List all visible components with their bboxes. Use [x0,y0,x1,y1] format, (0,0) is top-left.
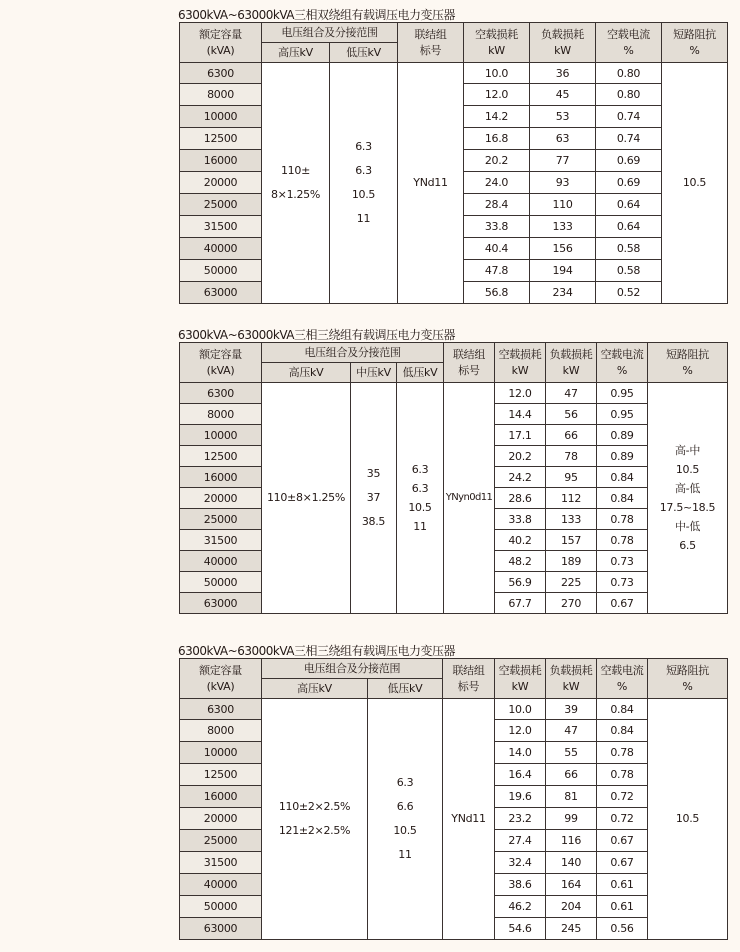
cell-load-loss: 157 [546,530,597,551]
cell-no-load-current: 0.78 [597,742,648,764]
header-connection: 联结组 标号 [444,343,495,383]
cell-lv-merged: 6.3 6.3 10.5 11 [330,63,398,304]
cell-no-load-loss: 10.0 [495,699,546,720]
cell-load-loss: 204 [546,896,597,918]
cell-no-load-current: 0.78 [597,764,648,786]
cell-no-load-current: 0.69 [596,172,662,194]
cell-connection-merged: YNd11 [443,699,495,940]
cell-no-load-loss: 40.2 [495,530,546,551]
cell-no-load-loss: 17.1 [495,425,546,446]
cell-no-load-loss: 16.4 [495,764,546,786]
cell-no-load-loss: 19.6 [495,786,546,808]
header-capacity: 额定容量 (kVA) [180,23,262,63]
cell-no-load-loss: 12.0 [464,84,530,106]
cell-capacity: 50000 [180,260,262,282]
cell-load-loss: 270 [546,593,597,614]
cell-load-loss: 45 [530,84,596,106]
cell-no-load-loss: 40.4 [464,238,530,260]
cell-capacity: 16000 [180,786,262,808]
cell-no-load-current: 0.58 [596,260,662,282]
cell-capacity: 6300 [180,383,262,404]
header-impedance: 短路阻抗 % [648,343,728,383]
cell-capacity: 6300 [180,699,262,720]
cell-no-load-loss: 20.2 [495,446,546,467]
spec-table-2 [179,342,728,614]
cell-no-load-loss: 46.2 [495,896,546,918]
header-no-load-loss: 空载损耗 kW [495,343,546,383]
cell-no-load-loss: 12.0 [495,720,546,742]
cell-capacity: 12500 [180,764,262,786]
cell-no-load-loss: 14.0 [495,742,546,764]
cell-load-loss: 55 [546,742,597,764]
cell-no-load-current: 0.95 [597,404,648,425]
cell-capacity: 12500 [180,128,262,150]
cell-no-load-current: 0.84 [597,699,648,720]
header-voltage-group: 电压组合及分接范围 [262,659,443,679]
cell-connection-merged: YNd11 [398,63,464,304]
cell-load-loss: 93 [530,172,596,194]
cell-no-load-current: 0.89 [597,446,648,467]
cell-no-load-current: 0.80 [596,84,662,106]
cell-capacity: 16000 [180,467,262,488]
header-no-load-loss: 空载损耗 kW [495,659,546,699]
cell-capacity: 6300 [180,63,262,84]
cell-no-load-current: 0.61 [597,874,648,896]
cell-impedance-merged: 10.5 [662,63,728,304]
cell-no-load-loss: 23.2 [495,808,546,830]
table-section-1 [179,8,727,304]
cell-no-load-current: 0.67 [597,830,648,852]
cell-no-load-current: 0.84 [597,720,648,742]
header-capacity: 额定容量 (kVA) [180,343,262,383]
cell-capacity: 16000 [180,150,262,172]
header-load-loss: 负载损耗 kW [546,343,597,383]
cell-load-loss: 164 [546,874,597,896]
cell-no-load-current: 0.67 [597,593,648,614]
cell-no-load-loss: 33.8 [464,216,530,238]
cell-no-load-loss: 16.8 [464,128,530,150]
header-load-loss: 负载损耗 kW [530,23,596,63]
cell-hv-merged: 110± 8×1.25% [262,63,330,304]
cell-capacity: 10000 [180,742,262,764]
cell-no-load-loss: 54.6 [495,918,546,940]
cell-no-load-loss: 12.0 [495,383,546,404]
cell-impedance-merged: 高-中 10.5 高-低 17.5~18.5 中-低 6.5 [648,383,728,614]
header-hv: 高压kV [262,363,351,383]
cell-hv-merged: 110±2×2.5% 121±2×2.5% [262,699,368,940]
cell-no-load-current: 0.89 [597,425,648,446]
cell-mv-merged: 35 37 38.5 [351,383,397,614]
cell-load-loss: 156 [530,238,596,260]
header-load-loss: 负载损耗 kW [546,659,597,699]
cell-capacity: 40000 [180,551,262,572]
header-mv: 中压kV [351,363,397,383]
cell-capacity: 12500 [180,446,262,467]
cell-capacity: 25000 [180,830,262,852]
cell-load-loss: 116 [546,830,597,852]
cell-load-loss: 66 [546,764,597,786]
cell-connection-merged: YNyn0d11 [444,383,495,614]
header-lv: 低压kV [397,363,444,383]
cell-no-load-current: 0.56 [597,918,648,940]
cell-no-load-loss: 28.4 [464,194,530,216]
header-impedance: 短路阻抗 % [662,23,728,63]
cell-no-load-loss: 27.4 [495,830,546,852]
cell-load-loss: 133 [546,509,597,530]
header-lv: 低压kV [368,679,443,699]
header-no-load-current: 空载电流 % [596,23,662,63]
cell-no-load-loss: 24.2 [495,467,546,488]
table-section-3 [179,644,727,940]
cell-lv-merged: 6.3 6.6 10.5 11 [368,699,443,940]
cell-capacity: 31500 [180,530,262,551]
header-no-load-current: 空载电流 % [597,659,648,699]
cell-load-loss: 39 [546,699,597,720]
cell-load-loss: 234 [530,282,596,304]
cell-no-load-current: 0.84 [597,488,648,509]
cell-capacity: 31500 [180,852,262,874]
header-voltage-group: 电压组合及分接范围 [262,343,444,363]
cell-no-load-current: 0.84 [597,467,648,488]
table-title: 6300kVA~63000kVA三相双绕组有载调压电力变压器 [178,8,455,22]
cell-load-loss: 194 [530,260,596,282]
cell-no-load-current: 0.73 [597,551,648,572]
cell-load-loss: 140 [546,852,597,874]
cell-no-load-current: 0.67 [597,852,648,874]
cell-load-loss: 95 [546,467,597,488]
cell-capacity: 8000 [180,84,262,106]
table-title: 6300kVA~63000kVA三相三绕组有载调压电力变压器 [178,328,455,342]
cell-capacity: 63000 [180,918,262,940]
cell-no-load-current: 0.74 [596,128,662,150]
cell-load-loss: 36 [530,63,596,84]
cell-no-load-current: 0.58 [596,238,662,260]
cell-no-load-loss: 67.7 [495,593,546,614]
cell-no-load-loss: 48.2 [495,551,546,572]
cell-load-loss: 66 [546,425,597,446]
cell-no-load-loss: 24.0 [464,172,530,194]
cell-capacity: 63000 [180,282,262,304]
cell-capacity: 25000 [180,194,262,216]
cell-load-loss: 225 [546,572,597,593]
cell-no-load-loss: 56.9 [495,572,546,593]
cell-no-load-loss: 33.8 [495,509,546,530]
cell-load-loss: 56 [546,404,597,425]
cell-capacity: 40000 [180,238,262,260]
cell-capacity: 40000 [180,874,262,896]
cell-capacity: 8000 [180,720,262,742]
header-lv: 低压kV [330,43,398,63]
header-capacity: 额定容量 (kVA) [180,659,262,699]
cell-capacity: 10000 [180,425,262,446]
table-section-2 [179,328,727,614]
cell-load-loss: 133 [530,216,596,238]
spec-table-3 [179,658,728,940]
header-voltage-group: 电压组合及分接范围 [262,23,398,43]
header-no-load-loss: 空载损耗 kW [464,23,530,63]
header-connection: 联结组 标号 [443,659,495,699]
cell-capacity: 20000 [180,808,262,830]
cell-load-loss: 189 [546,551,597,572]
cell-no-load-loss: 10.0 [464,63,530,84]
cell-load-loss: 78 [546,446,597,467]
cell-capacity: 50000 [180,896,262,918]
cell-capacity: 20000 [180,488,262,509]
cell-no-load-loss: 32.4 [495,852,546,874]
cell-no-load-loss: 38.6 [495,874,546,896]
cell-load-loss: 81 [546,786,597,808]
cell-no-load-current: 0.78 [597,530,648,551]
cell-load-loss: 53 [530,106,596,128]
cell-lv-merged: 6.3 6.3 10.5 11 [397,383,444,614]
header-connection: 联结组 标号 [398,23,464,63]
cell-no-load-loss: 20.2 [464,150,530,172]
cell-load-loss: 47 [546,720,597,742]
cell-capacity: 50000 [180,572,262,593]
cell-no-load-current: 0.73 [597,572,648,593]
cell-no-load-current: 0.72 [597,786,648,808]
cell-load-loss: 47 [546,383,597,404]
cell-no-load-current: 0.61 [597,896,648,918]
cell-hv-merged: 110±8×1.25% [262,383,351,614]
header-hv: 高压kV [262,679,368,699]
header-impedance: 短路阻抗 % [648,659,728,699]
spec-table-1 [179,22,728,304]
cell-load-loss: 245 [546,918,597,940]
cell-no-load-current: 0.95 [597,383,648,404]
cell-no-load-loss: 56.8 [464,282,530,304]
cell-load-loss: 77 [530,150,596,172]
cell-impedance-merged: 10.5 [648,699,728,940]
header-no-load-current: 空载电流 % [597,343,648,383]
cell-load-loss: 110 [530,194,596,216]
cell-capacity: 10000 [180,106,262,128]
cell-load-loss: 112 [546,488,597,509]
cell-no-load-loss: 14.4 [495,404,546,425]
cell-capacity: 8000 [180,404,262,425]
cell-capacity: 63000 [180,593,262,614]
cell-no-load-loss: 28.6 [495,488,546,509]
cell-capacity: 20000 [180,172,262,194]
cell-no-load-current: 0.64 [596,194,662,216]
header-hv: 高压kV [262,43,330,63]
cell-no-load-current: 0.72 [597,808,648,830]
cell-capacity: 25000 [180,509,262,530]
cell-load-loss: 99 [546,808,597,830]
cell-no-load-current: 0.78 [597,509,648,530]
cell-no-load-current: 0.69 [596,150,662,172]
cell-no-load-current: 0.74 [596,106,662,128]
table-title: 6300kVA~63000kVA三相三绕组有载调压电力变压器 [178,644,455,658]
cell-no-load-current: 0.80 [596,63,662,84]
cell-capacity: 31500 [180,216,262,238]
cell-no-load-loss: 14.2 [464,106,530,128]
cell-no-load-loss: 47.8 [464,260,530,282]
cell-no-load-current: 0.52 [596,282,662,304]
cell-load-loss: 63 [530,128,596,150]
cell-no-load-current: 0.64 [596,216,662,238]
